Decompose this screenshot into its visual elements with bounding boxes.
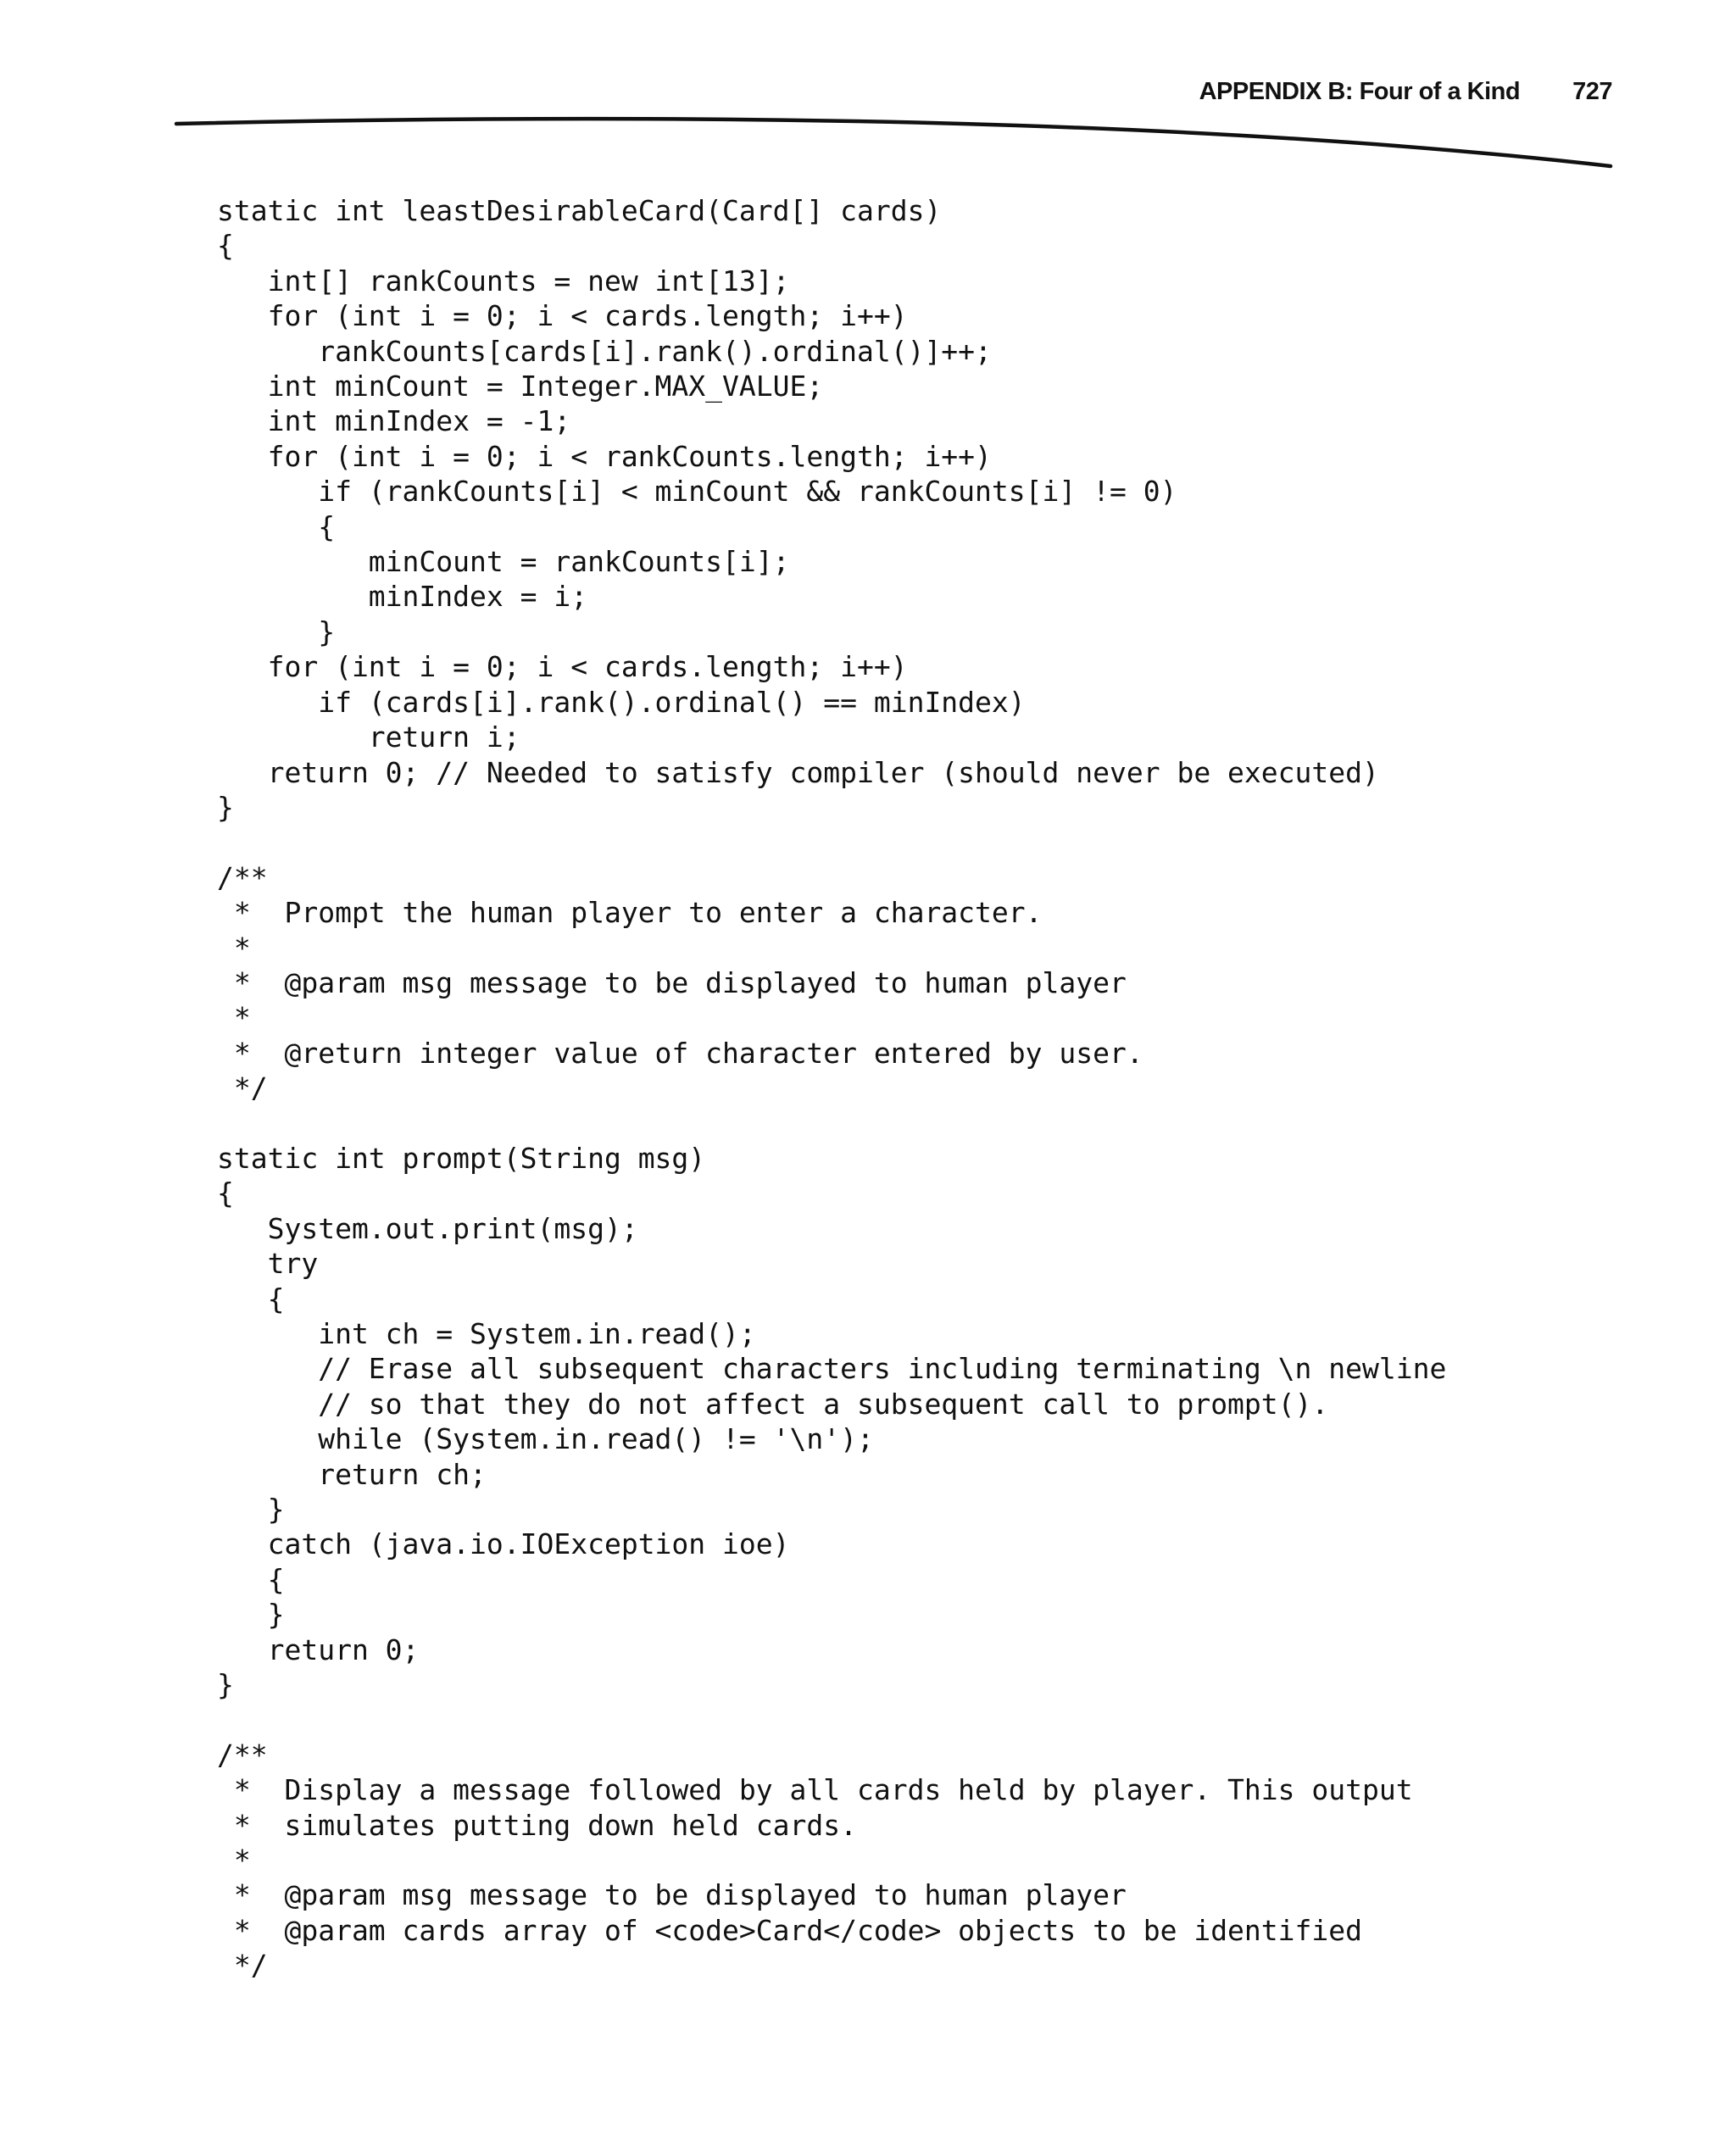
code-line: for (int i = 0; i < rankCounts.length; i++) bbox=[217, 439, 992, 473]
code-line: } bbox=[217, 790, 234, 824]
code-line: */ bbox=[217, 1071, 268, 1105]
code-line: int minCount = Integer.MAX_VALUE; bbox=[217, 370, 824, 403]
code-line: /** bbox=[217, 860, 268, 894]
code-line bbox=[217, 1702, 1446, 1737]
code-line: if (rankCounts[i] < minCount && rankCounts[i] != 0) bbox=[217, 475, 1177, 509]
code-line: return i; bbox=[217, 720, 520, 754]
code-line: { bbox=[217, 1562, 285, 1596]
code-line: static int leastDesirableCard(Card[] cards) bbox=[217, 194, 942, 227]
code-line: * @param msg message to be displayed to human player bbox=[217, 965, 1127, 999]
code-line: // Erase all subsequent characters including terminating \n newline bbox=[217, 1352, 1447, 1386]
chapter-title: APPENDIX B: Four of a Kind bbox=[1199, 78, 1521, 105]
code-line: * Prompt the human player to enter a character. bbox=[217, 896, 1043, 930]
code-line: // so that they do not affect a subsequent call to prompt(). bbox=[217, 1387, 1329, 1421]
code-line: } bbox=[217, 1493, 285, 1526]
code-line: minIndex = i; bbox=[217, 580, 588, 614]
code-line: int minIndex = -1; bbox=[217, 404, 571, 438]
code-line: return 0; // Needed to satisfy compiler (should never be executed) bbox=[217, 755, 1379, 789]
code-line: for (int i = 0; i < cards.length; i++) bbox=[217, 299, 908, 333]
code-line: static int prompt(String msg) bbox=[217, 1141, 706, 1175]
code-line: { bbox=[217, 1282, 285, 1316]
code-line: * @return integer value of character entered by user. bbox=[217, 1036, 1143, 1070]
code-line: * simulates putting down held cards. bbox=[217, 1808, 857, 1842]
code-line: rankCounts[cards[i].rank().ordinal()]++; bbox=[217, 334, 992, 368]
code-line: int ch = System.in.read(); bbox=[217, 1316, 756, 1350]
code-line bbox=[217, 1106, 1446, 1141]
code-line: while (System.in.read() != '\n'); bbox=[217, 1422, 874, 1456]
code-line: if (cards[i].rank().ordinal() == minIndex) bbox=[217, 685, 1026, 719]
code-line: return 0; bbox=[217, 1633, 420, 1666]
code-line bbox=[217, 825, 1446, 859]
code-line: * Display a message followed by all cards held by player. This output bbox=[217, 1773, 1413, 1807]
code-line: for (int i = 0; i < cards.length; i++) bbox=[217, 650, 908, 684]
code-line: } bbox=[217, 615, 336, 648]
code-line: try bbox=[217, 1247, 319, 1281]
code-line: } bbox=[217, 1598, 285, 1632]
code-line: return ch; bbox=[217, 1457, 487, 1491]
page-header bbox=[1199, 78, 1612, 106]
code-line: System.out.print(msg); bbox=[217, 1211, 638, 1245]
code-line: minCount = rankCounts[i]; bbox=[217, 545, 790, 579]
code-line: /** bbox=[217, 1738, 268, 1772]
code-line: catch (java.io.IOException ioe) bbox=[217, 1527, 790, 1561]
code-line: { bbox=[217, 1176, 234, 1210]
code-line: * @param msg message to be displayed to human player bbox=[217, 1878, 1127, 1912]
code-line: * bbox=[217, 1001, 251, 1035]
code-line: } bbox=[217, 1668, 234, 1702]
code-line: { bbox=[217, 229, 234, 263]
code-listing bbox=[217, 193, 1446, 1983]
code-line: * bbox=[217, 931, 251, 965]
code-line: */ bbox=[217, 1949, 268, 1983]
code-line: { bbox=[217, 509, 336, 543]
code-line: * @param cards array of <code>Card</code> objects to be identified bbox=[217, 1913, 1363, 1947]
page-number: 727 bbox=[1572, 78, 1612, 105]
code-line: int[] rankCounts = new int[13]; bbox=[217, 264, 790, 298]
code-line: * bbox=[217, 1844, 251, 1877]
